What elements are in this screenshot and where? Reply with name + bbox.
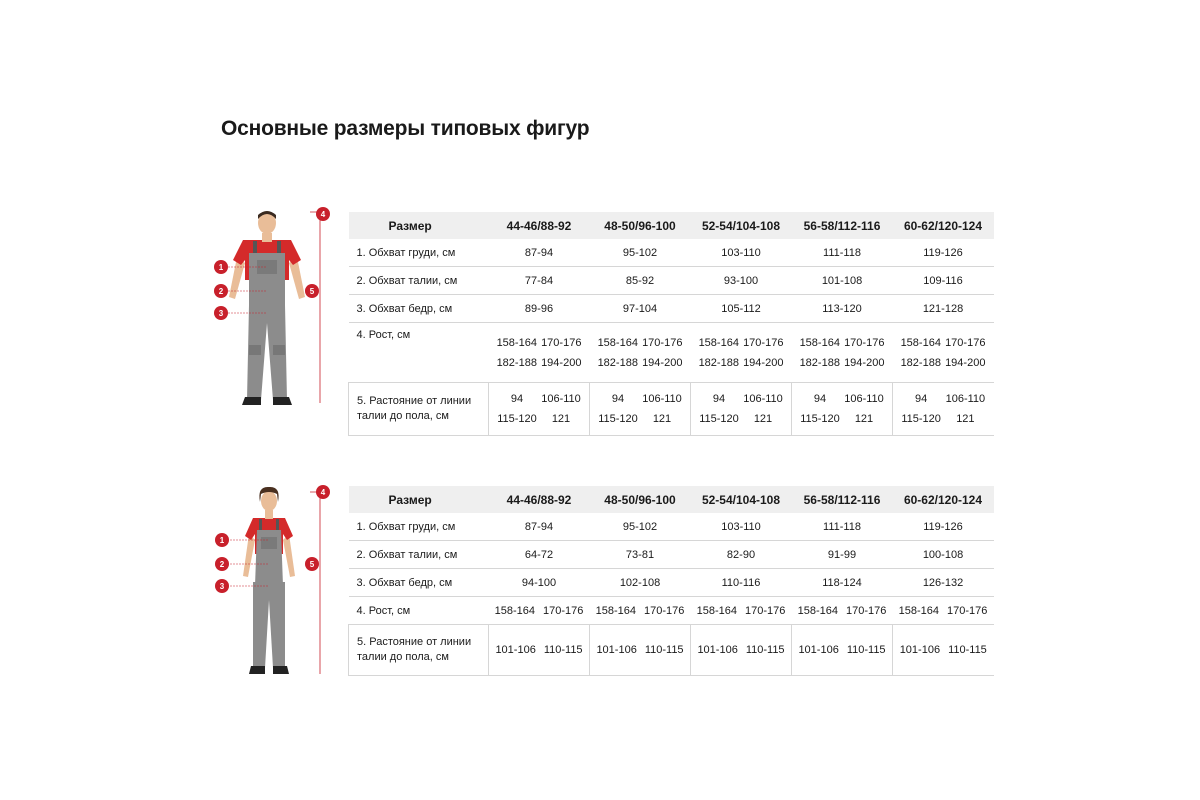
table-cell: 113-120 <box>792 295 893 323</box>
table-cell: 111-118 <box>792 239 893 267</box>
svg-text:5: 5 <box>309 287 315 296</box>
svg-text:2: 2 <box>218 287 224 296</box>
table-cell: 101-106 110-115 <box>590 625 691 676</box>
table-cell: 102-108 <box>590 569 691 597</box>
table-row-height <box>349 323 994 383</box>
marker-3-icon <box>214 306 228 320</box>
table-cell: 95-102 <box>590 239 691 267</box>
table-cell: 158-164 170-176 <box>691 597 792 625</box>
female-figure-illustration <box>205 482 335 692</box>
table-cell: 97-104 <box>590 295 691 323</box>
header-size-col: 56-58/112-116 <box>792 486 893 513</box>
svg-text:4: 4 <box>320 488 326 497</box>
table-cell: 110-116 <box>691 569 792 597</box>
row-label: 2. Обхват талии, см <box>349 541 489 569</box>
table-cell: 94 106-110 115-120 121 <box>590 383 691 436</box>
marker-3-icon <box>215 579 229 593</box>
table-cell: 100-108 <box>893 541 994 569</box>
table-cell: 118-124 <box>792 569 893 597</box>
svg-text:3: 3 <box>219 582 225 591</box>
marker-2-icon <box>214 284 228 298</box>
table-cell: 93-100 <box>691 267 792 295</box>
header-size-col: 60-62/120-124 <box>893 486 994 513</box>
table-header-row <box>349 486 994 513</box>
table-cell: 94-100 <box>489 569 590 597</box>
table-cell: 158-164 170-176 182-188 194-200 <box>691 323 792 383</box>
table-cell: 103-110 <box>691 239 792 267</box>
table-cell: 126-132 <box>893 569 994 597</box>
table-cell: 158-164 170-176 182-188 194-200 <box>489 323 590 383</box>
table-cell: 87-94 <box>489 239 590 267</box>
header-size-col: 52-54/104-108 <box>691 486 792 513</box>
row-label: 5. Растояние от линии талии до пола, см <box>349 383 489 436</box>
table-cell: 158-164 170-176 182-188 194-200 <box>792 323 893 383</box>
marker-1-icon <box>214 260 228 274</box>
table-cell: 101-106 110-115 <box>489 625 590 676</box>
table-cell: 94 106-110 115-120 121 <box>691 383 792 436</box>
women-size-table <box>348 486 994 676</box>
table-row-waist <box>349 541 994 569</box>
table-cell: 158-164 170-176 <box>590 597 691 625</box>
table-cell: 94 106-110 115-120 121 <box>893 383 994 436</box>
table-row-hips <box>349 295 994 323</box>
table-cell: 158-164 170-176 182-188 194-200 <box>893 323 994 383</box>
svg-text:4: 4 <box>320 210 326 219</box>
row-label: 2. Обхват талии, см <box>349 267 489 295</box>
header-size-label: Размер <box>349 486 489 513</box>
table-cell: 158-164 170-176 182-188 194-200 <box>590 323 691 383</box>
table-row-height <box>349 597 994 625</box>
table-cell: 77-84 <box>489 267 590 295</box>
table-cell: 103-110 <box>691 513 792 541</box>
table-cell: 73-81 <box>590 541 691 569</box>
male-figure-illustration <box>205 205 335 415</box>
header-size-col: 48-50/96-100 <box>590 486 691 513</box>
header-size-col: 44-46/88-92 <box>489 212 590 239</box>
table-cell: 94 106-110 115-120 121 <box>792 383 893 436</box>
row-label: 3. Обхват бедр, см <box>349 569 489 597</box>
table-row-hips <box>349 569 994 597</box>
table-cell: 109-116 <box>893 267 994 295</box>
row-label: 4. Рост, см <box>349 323 489 383</box>
svg-text:1: 1 <box>218 263 224 272</box>
svg-text:1: 1 <box>219 536 225 545</box>
header-size-col: 52-54/104-108 <box>691 212 792 239</box>
table-cell: 158-164 170-176 <box>489 597 590 625</box>
page-title: Основные размеры типовых фигур <box>221 117 590 140</box>
table-row-leg <box>349 383 994 436</box>
table-cell: 85-92 <box>590 267 691 295</box>
table-cell: 101-106 110-115 <box>691 625 792 676</box>
table-cell: 95-102 <box>590 513 691 541</box>
table-cell: 158-164 170-176 <box>792 597 893 625</box>
table-cell: 64-72 <box>489 541 590 569</box>
header-size-col: 60-62/120-124 <box>893 212 994 239</box>
table-row-waist <box>349 267 994 295</box>
row-label: 3. Обхват бедр, см <box>349 295 489 323</box>
row-label: 1. Обхват груди, см <box>349 513 489 541</box>
table-cell: 101-108 <box>792 267 893 295</box>
row-label: 1. Обхват груди, см <box>349 239 489 267</box>
table-cell: 158-164 170-176 <box>893 597 994 625</box>
header-size-col: 56-58/112-116 <box>792 212 893 239</box>
marker-5-icon <box>305 557 319 571</box>
row-label: 5. Растояние от линии талии до пола, см <box>349 625 489 676</box>
marker-2-icon <box>215 557 229 571</box>
table-row-chest <box>349 513 994 541</box>
men-size-table <box>348 212 994 436</box>
table-cell: 105-112 <box>691 295 792 323</box>
table-cell: 101-106 110-115 <box>792 625 893 676</box>
table-cell: 111-118 <box>792 513 893 541</box>
table-cell: 94 106-110 115-120 121 <box>489 383 590 436</box>
table-cell: 101-106 110-115 <box>893 625 994 676</box>
svg-text:3: 3 <box>218 309 224 318</box>
header-size-col: 44-46/88-92 <box>489 486 590 513</box>
table-cell: 119-126 <box>893 239 994 267</box>
table-cell: 119-126 <box>893 513 994 541</box>
svg-text:5: 5 <box>309 560 315 569</box>
marker-5-icon <box>305 284 319 298</box>
row-label: 4. Рост, см <box>349 597 489 625</box>
table-cell: 121-128 <box>893 295 994 323</box>
table-row-chest <box>349 239 994 267</box>
table-cell: 82-90 <box>691 541 792 569</box>
marker-1-icon <box>215 533 229 547</box>
table-cell: 89-96 <box>489 295 590 323</box>
svg-text:2: 2 <box>219 560 225 569</box>
marker-4-icon <box>316 207 330 221</box>
marker-4-icon <box>316 485 330 499</box>
header-size-col: 48-50/96-100 <box>590 212 691 239</box>
table-cell: 91-99 <box>792 541 893 569</box>
table-row-leg <box>349 625 994 676</box>
table-header-row <box>349 212 994 239</box>
table-cell: 87-94 <box>489 513 590 541</box>
header-size-label: Размер <box>349 212 489 239</box>
